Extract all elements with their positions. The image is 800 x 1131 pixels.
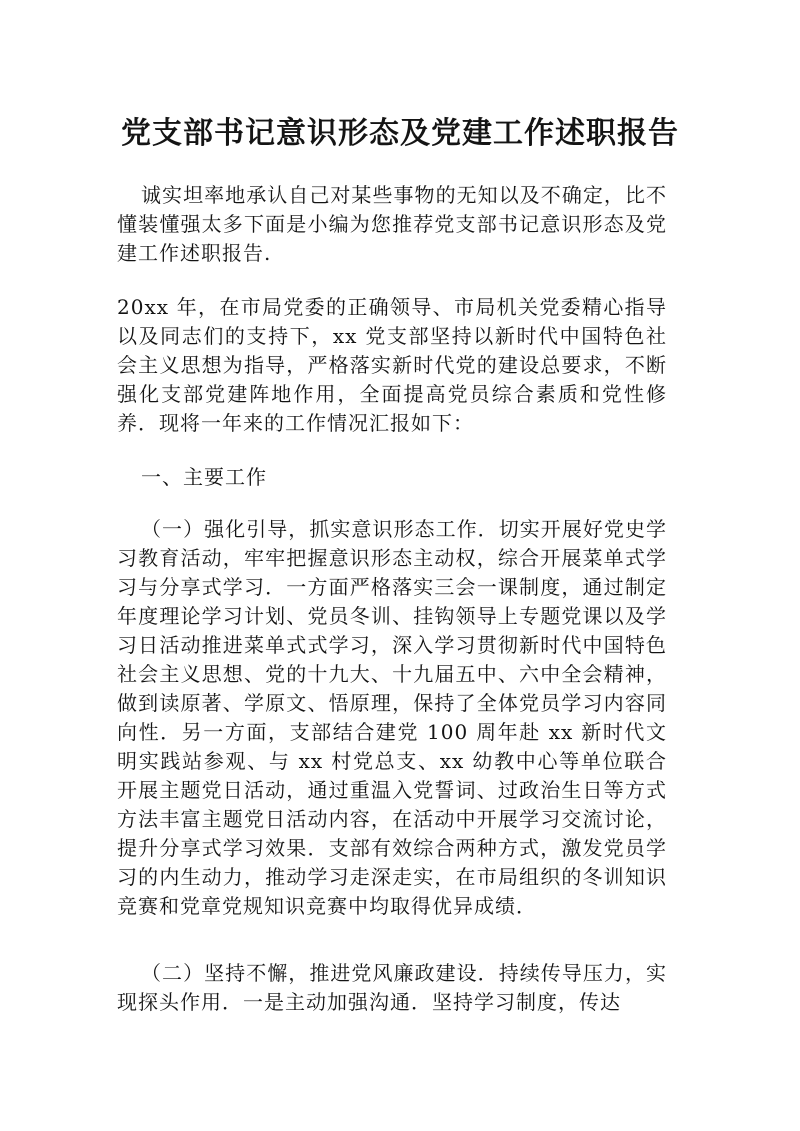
section-heading: 一、主要工作 xyxy=(141,465,267,489)
section-2-paragraph: （二）坚持不懈，推进党风廉政建设．持续传导压力，实现探头作用．一是主动加强沟通．坚持学习制度，传达 xyxy=(117,961,667,1014)
document-title: 党支部书记意识形态及党建工作述职报告 xyxy=(121,116,679,151)
intro-paragraph: 诚实坦率地承认自己对某些事物的无知以及不确定，比不懂装懂强太多下面是小编为您推荐党支部书记意识形态及党建工作述职报告. xyxy=(117,183,667,265)
section-1-paragraph: （一）强化引导，抓实意识形态工作．切实开展好党史学习教育活动，牢牢把握意识形态主动权，综合开展菜单式学习与分享式学习．一方面严格落实三会一课制度，通过制定年度理论学习计划、党员冬训、挂钩领导上专题党课以及学习日活动推进菜单式式学习，深入学习贯彻新时代中国特色社会主义思想、党的十九大、十九届五中、六中全会精神，做到读原著、学原文、悟原理，保持了全体党员学习内容同向性．另一方面，支部结合建党 100 周年赴 xx 新时代文明实践站参观、与 xx 村党总支、xx 幼教中心等单位联合开展主题党日活动，通过重温入党誓词、过政治生日等方式方法丰富主题党日活动内容，在活动中开展学习交流讨论，提升分享式学习效果．支部有效综合两种方式，激发党员学习的内生动力，推动学习走深走实，在市局组织的冬训知识竞赛和党章党规知识竞赛中均取得优异成绩． xyxy=(117,517,667,918)
opening-paragraph: 20xx 年，在市局党委的正确领导、市局机关党委精心指导以及同志们的支持下，xx 党支部坚持以新时代中国特色社会主义思想为指导，严格落实新时代党的建设总要求，不断强化支部党建阵地作用，全面提高党员综合素质和党性修养．现将一年来的工作情况汇报如下： xyxy=(117,295,667,435)
